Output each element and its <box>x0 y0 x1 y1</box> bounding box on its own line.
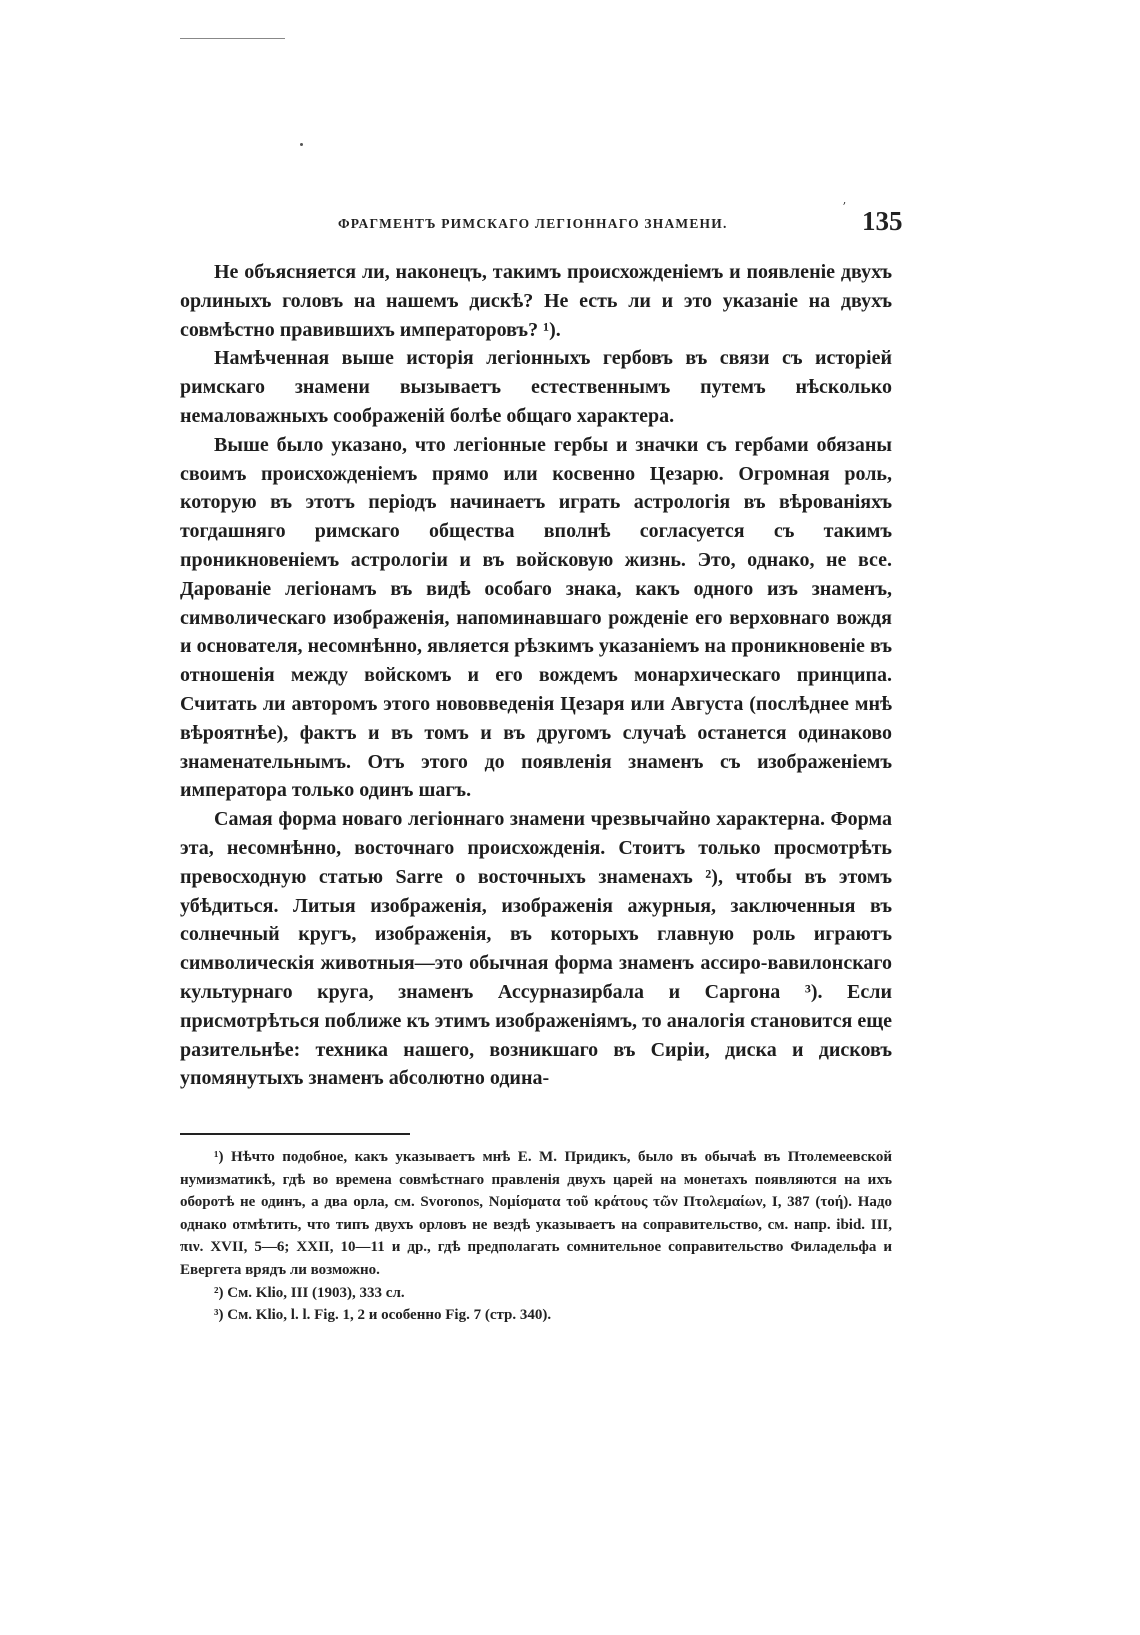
footnote-1: ¹) Нѣчто подобное, какъ указываетъ мнѣ Е. М. Придикъ, было въ обычаѣ въ Птолемеевской нумизматикѣ, гдѣ во времена совмѣстнаго правленія двухъ царей на монетахъ появляются на ихъ оборотѣ не одинъ, а два орла, см. Svoronos, Νομίσματα τοῦ κράτους τῶν Πτολεμαίων, I, 387 (τοή). Надо однако отмѣтить, что типъ двухъ орловъ не вездѣ указываетъ на соправительство, см. напр. ibid. III, πιν. XVII, 5—6; XXII, 10—11 и др., гдѣ предполагать сомнительное соправительство Филадельфа и Евергета врядъ ли возможно. <box>180 1149 892 1278</box>
scan-speck <box>300 143 303 146</box>
scan-top-rule <box>180 38 285 39</box>
footnote-rule <box>180 1133 410 1135</box>
footnotes <box>180 1146 892 1327</box>
running-title: ФРАГМЕНТЪ РИМСКАГО ЛЕГІОННАГО ЗНАМЕНИ. <box>338 216 728 231</box>
body-text <box>180 258 892 1093</box>
scan-tick-mark: ʼ <box>842 200 846 214</box>
page-number: 135 <box>862 206 903 236</box>
paragraph-3: Выше было указано, что легіонные гербы и значки съ гербами обязаны своимъ происхожденіемъ прямо или косвенно Цезарю. Огромная роль, которую въ этотъ періодъ начинаетъ играть астрологія въ вѣрованіяхъ тогдашняго римскаго общества вполнѣ согласуется съ такимъ проникновеніемъ астрологіи и въ войсковую жизнь. Это, однако, не все. Дарованіе легіонамъ въ видѣ особаго знака, какъ одного изъ знаменъ, символическаго изображенія, напоминавшаго рожденіе его верховнаго вождя и основателя, несомнѣнно, является рѣзкимъ указаніемъ на проникновеніе въ отношенія между войскомъ и его вождемъ монархическаго принципа. Считать ли авторомъ этого нововведенія Цезаря или Августа (послѣднее мнѣ вѣроятнѣе), фактъ и въ томъ и въ другомъ случаѣ останется одинаково знаменательнымъ. Отъ этого до появленія знаменъ съ изображеніемъ императора только одинъ шагъ. <box>180 433 892 802</box>
footnote-3: ³) См. Klio, l. l. Fig. 1, 2 и особенно Fig. 7 (стр. 340). <box>214 1307 552 1324</box>
footnote-2: ²) См. Klio, III (1903), 333 сл. <box>214 1284 405 1301</box>
paragraph-2: Намѣченная выше исторія легіонныхъ гербовъ въ связи съ исторіей римскаго знамени вызываетъ естественнымъ путемъ нѣсколько немаловажныхъ соображеній болѣе общаго характера. <box>180 347 892 427</box>
paragraph-4: Самая форма новаго легіоннаго знамени чрезвычайно характерна. Форма эта, несомнѣнно, восточнаго происхожденія. Стоитъ только просмотрѣть превосходную статью Sarre о восточныхъ знаменахъ ²), чтобы въ этомъ убѣдиться. Литыя изображенія, изображенія ажурныя, заключенныя въ солнечный кругъ, изображенія, въ которыхъ главную роль играютъ символическія животныя—это обычная форма знаменъ ассиро-вавилонскаго культурнаго круга, знаменъ Ассурназирбала и Саргона ³). Если присмотрѣться поближе къ этимъ изображеніямъ, то аналогія становится еще разительнѣе: техника нашего, возникшаго въ Сиріи, диска и дисковъ упомянутыхъ знаменъ абсолютно одина- <box>180 808 892 1090</box>
paragraph-1: Не объясняется ли, наконецъ, такимъ происхожденіемъ и появленіе двухъ орлиныхъ головъ на нашемъ дискѣ? Не есть ли и это указаніе на двухъ совмѣстно правившихъ императоровъ? ¹). <box>180 261 892 341</box>
